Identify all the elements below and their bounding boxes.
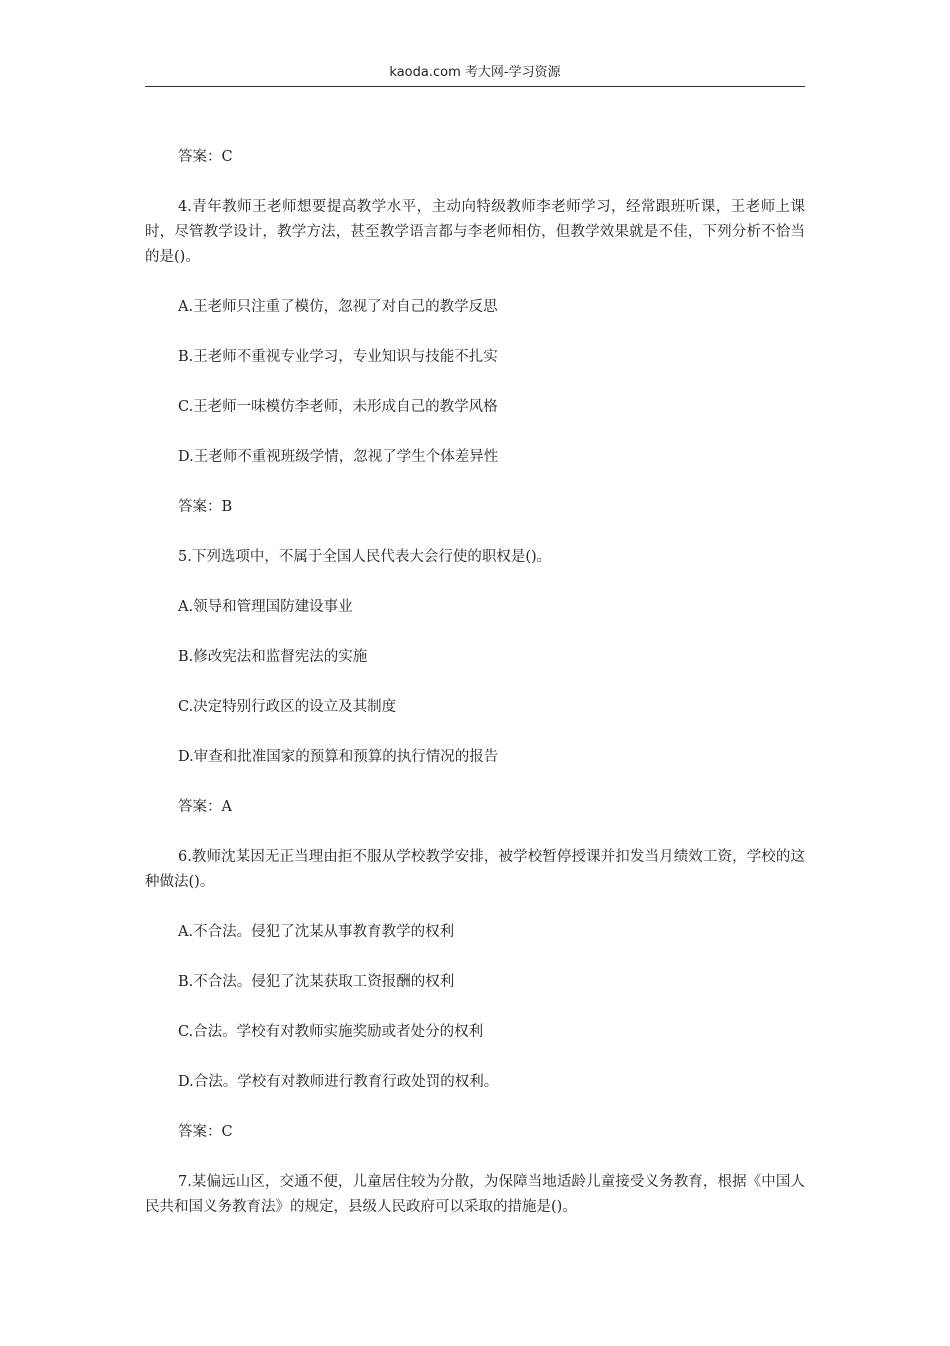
question-6: 6.教师沈某因无正当理由拒不服从学校教学安排，被学校暂停授课并扣发当月绩效工资，学校的这种做法()。 xyxy=(145,849,805,890)
question-6-option-a: A.不合法。侵犯了沈某从事教育教学的权利 xyxy=(178,924,455,940)
answer-4: 答案：B xyxy=(178,499,233,515)
question-6-option-d: D.合法。学校有对教师进行教育行政处罚的权利。 xyxy=(178,1074,499,1090)
question-5-option-a: A.领导和管理国防建设事业 xyxy=(178,599,353,615)
question-4: 4.青年教师王老师想要提高教学水平，主动向特级教师李老师学习，经常跟班听课，王老师上课时，尽管教学设计，教学方法，甚至教学语言都与李老师相仿，但教学效果就是不佳，下列分析不恰当的是()。 xyxy=(145,199,805,265)
question-4-option-b: B.王老师不重视专业学习，专业知识与技能不扎实 xyxy=(178,349,498,365)
page-header: kaoda.com 考大网-学习资源 xyxy=(389,65,561,80)
header-divider xyxy=(145,86,805,87)
question-4-option-d: D.王老师不重视班级学情，忽视了学生个体差异性 xyxy=(178,449,499,465)
question-4-option-c: C.王老师一味模仿李老师，未形成自己的教学风格 xyxy=(178,399,498,415)
question-6-option-b: B.不合法。侵犯了沈某获取工资报酬的权利 xyxy=(178,974,455,990)
question-5-option-d: D.审查和批准国家的预算和预算的执行情况的报告 xyxy=(178,749,499,765)
question-7: 7.某偏远山区，交通不便，儿童居住较为分散，为保障当地适龄儿童接受义务教育，根据《中国人民共和国义务教育法》的规定，县级人民政府可以采取的措施是()。 xyxy=(145,1174,805,1215)
question-6-option-c: C.合法。学校有对教师实施奖励或者处分的权利 xyxy=(178,1024,484,1040)
question-5-option-c: C.决定特别行政区的设立及其制度 xyxy=(178,699,397,715)
answer-3: 答案：C xyxy=(178,149,233,165)
answer-5: 答案：A xyxy=(178,799,232,815)
question-4-option-a: A.王老师只注重了模仿，忽视了对自己的教学反思 xyxy=(178,299,498,315)
answer-6: 答案：C xyxy=(178,1124,233,1140)
question-5-option-b: B.修改宪法和监督宪法的实施 xyxy=(178,649,368,665)
document-body xyxy=(145,145,805,1245)
question-5: 5.下列选项中，不属于全国人民代表大会行使的职权是()。 xyxy=(178,549,552,565)
